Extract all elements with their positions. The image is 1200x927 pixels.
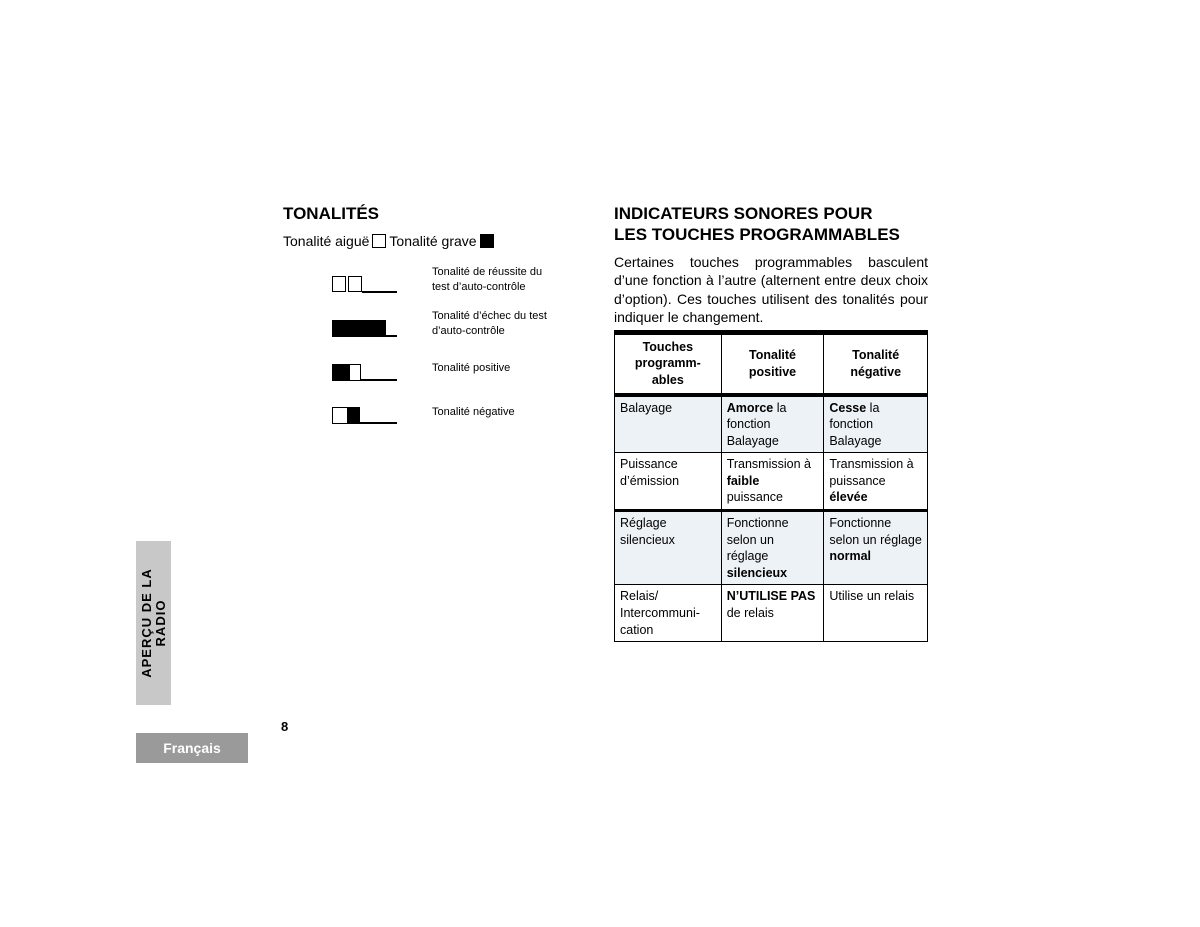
table-header-cell: Tonalité négative (824, 335, 928, 395)
page-number: 8 (281, 719, 289, 734)
tone-success-label: Tonalité de réussite du test d’auto-contrôle (432, 266, 543, 293)
tone-failure-label: Tonalité d’échec du test d’auto-contrôle (432, 310, 547, 337)
section-heading-tonalites: TONALITÉS (283, 204, 380, 223)
table-header-cell: Touches programm-ables (615, 335, 722, 395)
side-tab-label: APERÇU DE LA RADIO (138, 568, 168, 678)
language-tab: Français (136, 733, 248, 763)
low-tone-square-icon (480, 234, 494, 248)
table-cell: Transmission à faible puissance (721, 453, 824, 511)
high-tone-square-icon (372, 234, 386, 248)
table-cell: Réglage silencieux (615, 511, 722, 585)
tone-negative-pattern-icon (331, 406, 397, 426)
table-cell: Amorce la fonction Balayage (721, 395, 824, 453)
legend-high-label: Tonalité aiguë (283, 233, 370, 249)
tone-positive-label: Tonalité positive (432, 362, 511, 374)
table-cell: Fonctionne selon un réglage normal (824, 511, 928, 585)
section-side-tab (136, 541, 171, 705)
table-row (615, 511, 928, 585)
table-row (615, 453, 928, 511)
table-cell: Cesse la fonction Balayage (824, 395, 928, 453)
table-cell: N’UTILISE PAS de relais (721, 585, 824, 642)
table-cell: Puissance d’émission (615, 453, 722, 511)
section-heading-indicateurs: INDICATEURS SONORES POUR LES TOUCHES PROGRAMMABLES (614, 204, 900, 244)
table-row (615, 585, 928, 642)
tone-negative-label: Tonalité négative (432, 406, 515, 418)
table-header-row (615, 335, 928, 395)
programmable-keys-table (614, 334, 928, 642)
table-cell: Balayage (615, 395, 722, 453)
tone-failure-pattern-icon (331, 319, 397, 339)
tone-success-pattern-icon (331, 275, 397, 295)
table-cell: Fonctionne selon un réglage silencieux (721, 511, 824, 585)
table-row (615, 395, 928, 453)
intro-paragraph: Certaines touches programmables basculent d’une fonction à l’autre (alternent entre deux choix d’option). Ces touches utilisent des tonalités pour indiquer le changement. (614, 254, 928, 325)
legend-low-label: Tonalité grave (389, 233, 477, 249)
tone-legend (283, 233, 494, 249)
table-cell: Transmission à puissance élevée (824, 453, 928, 511)
table-cell: Utilise un relais (824, 585, 928, 642)
table-cell: Relais/ Intercommuni-cation (615, 585, 722, 642)
tone-positive-pattern-icon (331, 363, 397, 383)
table-header-cell: Tonalité positive (721, 335, 824, 395)
